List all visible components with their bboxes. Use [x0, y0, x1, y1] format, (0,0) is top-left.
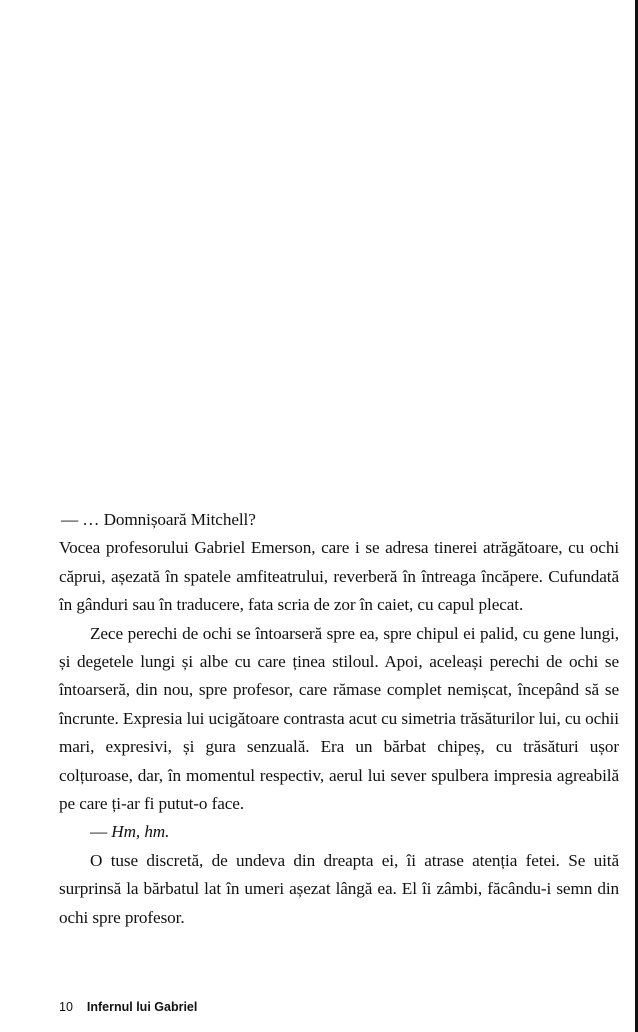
paragraph-dialogue-2	[59, 818, 619, 846]
book-title: Infernul lui Gabriel	[86, 1000, 198, 1014]
paragraph-3: Zece perechi de ochi se întoarseră spre ea, spre chipul ei palid, cu gene lungi, și degetele lungi și albe cu care ținea stiloul. Apoi, aceleași perechi de ochi se întoarseră, din nou, spre profesor, care rămase complet nemișcat, începând să se încrunte. Expresia lui ucigătoare contrasta acut cu simetria trăsăturilor lui, cu ochii mari, expresivi, și gura senzuală. Era un bărbat chipeș, cu trăsături ușor colțuroase, dar, în momentul respectiv, aerul lui sever spulbera impresia agreabilă pe care ți-ar fi putut-o face.	[59, 623, 619, 814]
main-text	[59, 506, 619, 932]
page-number: 10	[59, 1000, 73, 1014]
dialog-italic-text: Hm, hm.	[111, 822, 170, 842]
dialog-dash: —	[90, 822, 108, 842]
paragraph-5: O tuse discretă, de undeva din dreapta ei, îi atrase atenția fetei. Se uită surprinsă la bărbatul lat în umeri așezat lângă ea. El îi zâmbi, făcându-i semn din ochi spre profesor.	[59, 850, 619, 927]
page-footer	[59, 1000, 197, 1014]
paragraph-2: Vocea profesorului Gabriel Emerson, care i se adresa tinerei atrăgătoare, cu ochi căprui, așezată în spatele amfiteatrului, reverberă în întreaga încăpere. Cufundată în gânduri sau în traducere, fata scria de zor în caiet, cu capul plecat.	[59, 538, 619, 615]
paragraph-dialogue-1: — … Domnișoară Mitchell?	[61, 510, 256, 529]
